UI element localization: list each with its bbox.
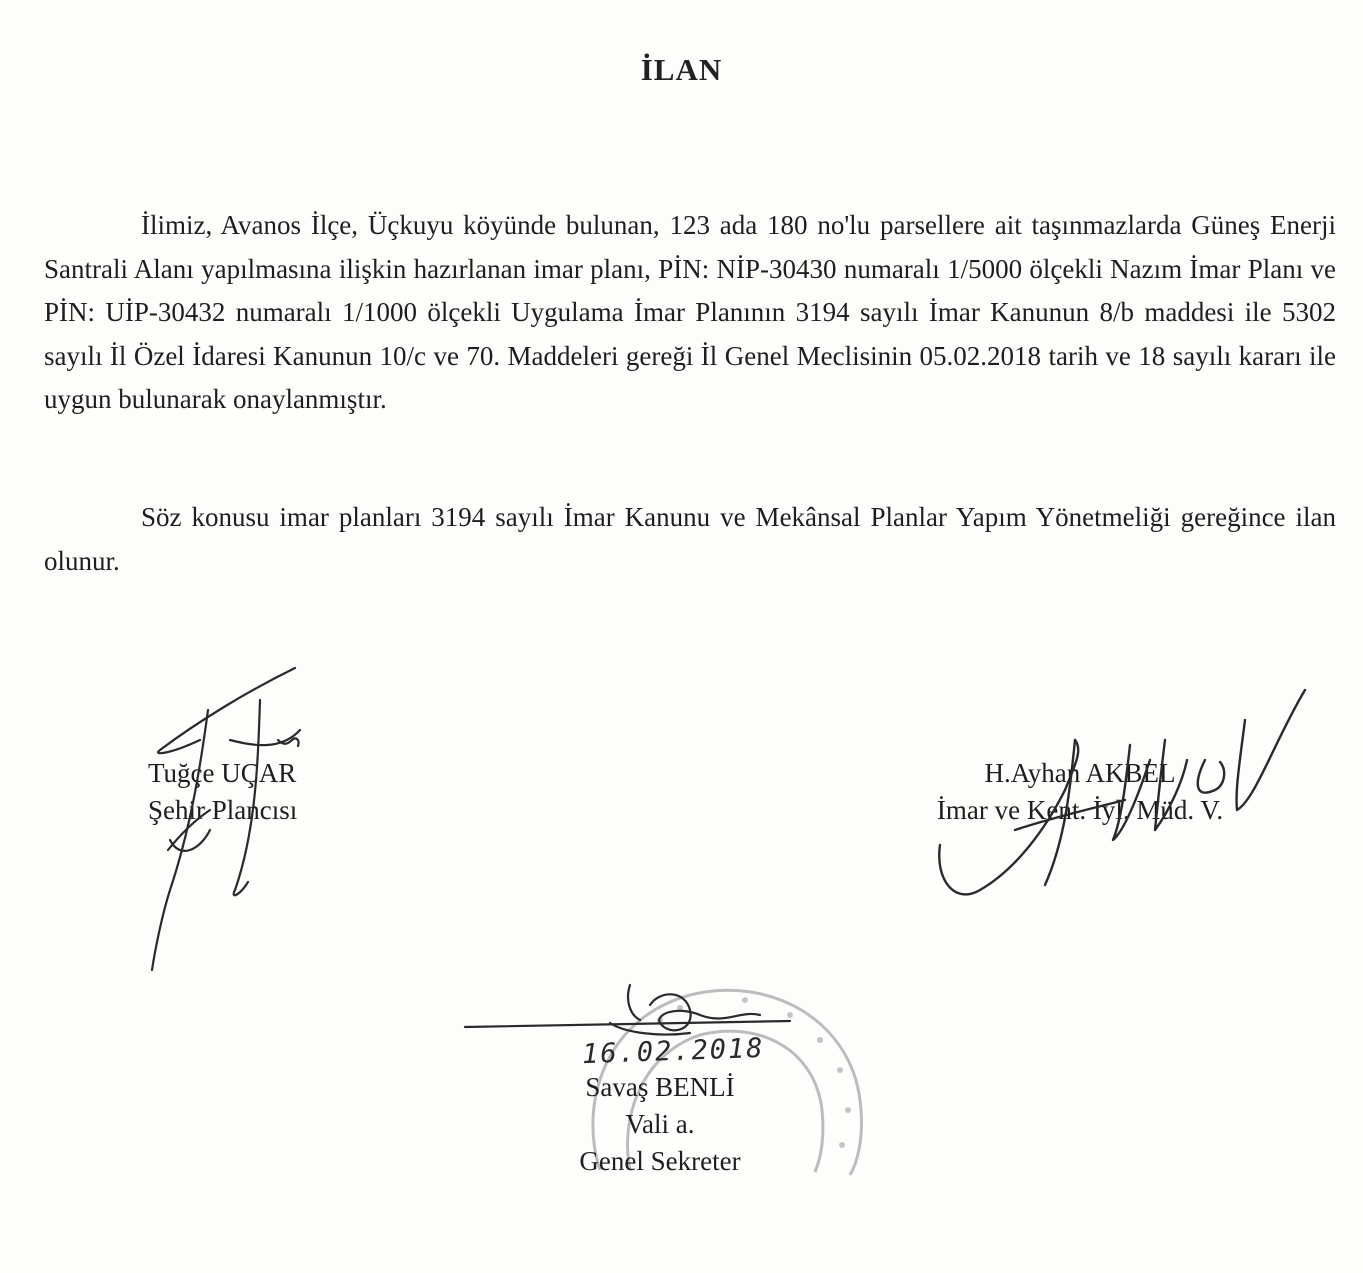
signatory-left xyxy=(148,755,297,829)
signatory-right xyxy=(880,755,1280,829)
signatory-center-title: Genel Sekreter xyxy=(579,1146,741,1176)
signatory-center-role: Vali a. xyxy=(625,1109,695,1139)
signatory-left-name: Tuğçe UÇAR xyxy=(148,758,297,788)
handwritten-date: 16.02.2018 xyxy=(581,1032,766,1071)
paragraph-1: İlimiz, Avanos İlçe, Üçkuyu köyünde bulunan, 123 ada 180 no'lu parsellere ait taşınmazlarda Güneş Enerji Santrali Alanı yapılmasına ilişkin hazırlanan imar planı, PİN: NİP-30430 numaralı 1/5000 ölçekli Nazım İmar Planı ve PİN: UİP-30432 numaralı 1/1000 ölçekli Uygulama İmar Planının 3194 sayılı İmar Kanunun 8/b maddesi ile 5302 sayılı İl Özel İdaresi Kanunun 10/c ve 70. Maddeleri gereği İl Genel Meclisinin 05.02.2018 tarih ve 18 sayılı kararı ile uygun bulunarak onaylanmıştır. xyxy=(44,210,1336,415)
signatory-left-title: Şehir Plancısı xyxy=(148,795,298,825)
signatory-center-name: Savaş BENLİ xyxy=(585,1072,735,1102)
signatory-right-title: İmar ve Kent. İyl. Müd. V. xyxy=(936,795,1224,825)
paragraph-2: Söz konusu imar planları 3194 sayılı İmar Kanunu ve Mekânsal Planlar Yapım Yönetmeliği gereğince ilan olunur. xyxy=(44,502,1336,576)
document-title: İLAN xyxy=(640,52,723,87)
signatory-right-name: H.Ayhan AKBEL xyxy=(984,758,1176,788)
signatory-center xyxy=(510,1069,810,1180)
